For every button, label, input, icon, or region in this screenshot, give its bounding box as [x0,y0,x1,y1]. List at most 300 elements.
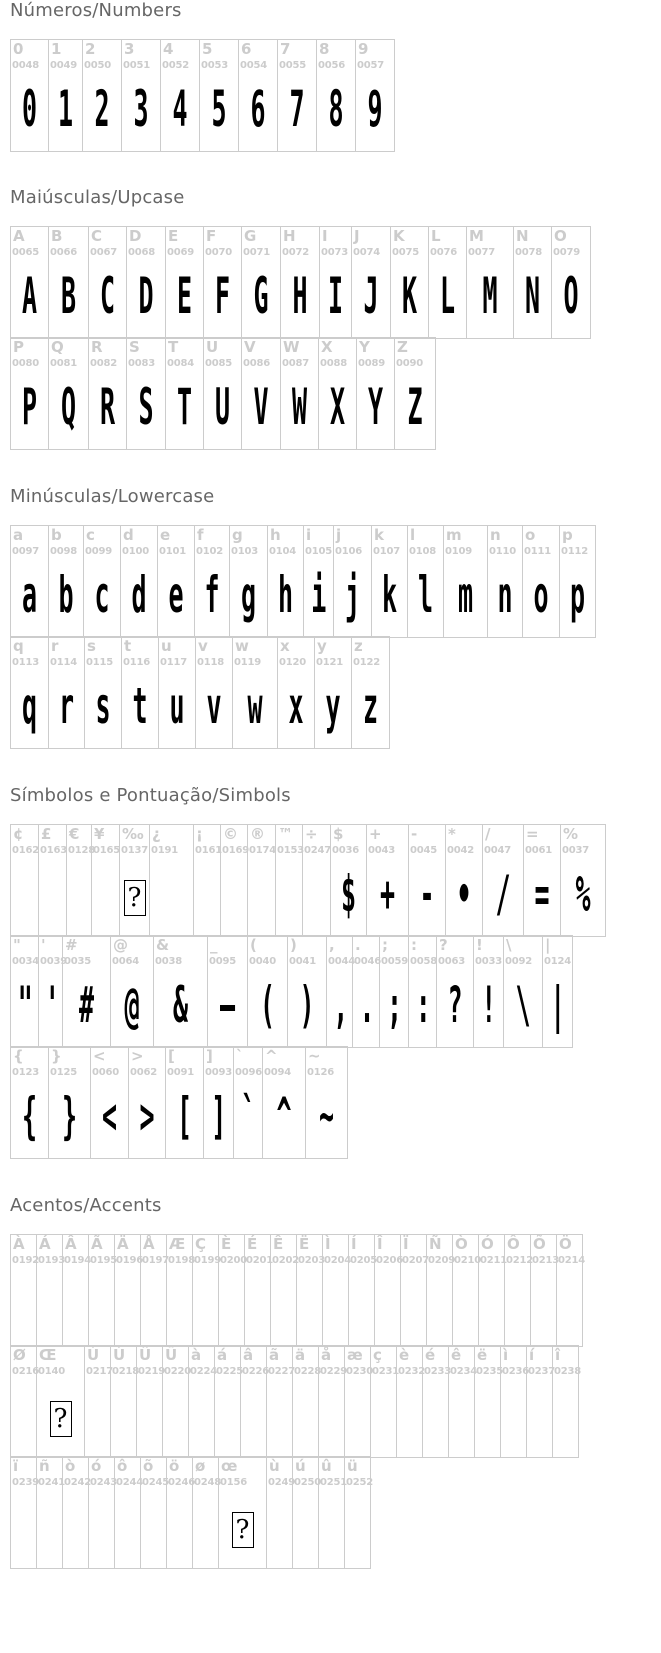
glyph-code-label: 0114 [50,657,78,668]
glyph-character-label: : [411,936,417,954]
glyph-sample: 2 [94,80,110,138]
glyph-sample: 9 [367,80,383,138]
glyph-code-label: 0217 [86,1366,114,1377]
glyph-code-label: 0250 [294,1477,322,1488]
glyph-sample: U [214,378,231,436]
glyph-character-label: 6 [241,40,252,58]
glyph-cell [111,936,154,1048]
glyph-code-label: 0035 [64,956,92,967]
glyph-code-label: 0100 [122,546,150,557]
glyph-code-label: 0225 [216,1366,244,1377]
glyph-cell [49,637,85,749]
glyph-cell [553,1346,582,1458]
glyph-cell [63,936,111,1048]
glyph-cell [423,1346,452,1458]
glyph-character-label: V [244,338,256,356]
glyph-character-label: R [91,338,103,356]
glyph-cell [154,936,208,1048]
glyph-cell [141,1457,170,1569]
glyph-character-label: ó [91,1457,102,1475]
glyph-character-label: œ [221,1457,238,1475]
glyph-cell [193,1235,222,1347]
glyph-code-label: 0140 [38,1366,66,1377]
glyph-cell [85,1346,114,1458]
glyph-character-label: E [168,227,179,245]
glyph-code-label: 0050 [84,60,112,71]
glyph-code-label: 0219 [138,1366,166,1377]
glyph-code-label: 0055 [279,60,307,71]
glyph-character-label: G [244,227,257,245]
glyph-cell [242,338,281,450]
glyph-cell [429,227,467,339]
glyph-sample: : [415,976,431,1034]
glyph-code-label: 0074 [353,247,381,258]
glyph-code-label: 0202 [272,1255,300,1266]
glyph-sample: I [327,267,344,325]
glyph-row [10,525,596,638]
glyph-cell [37,1346,85,1458]
glyph-character-label: ò [65,1457,76,1475]
glyph-code-label: 0241 [38,1477,66,1488]
glyph-code-label: 0052 [162,60,190,71]
glyph-code-label: 0252 [346,1477,374,1488]
glyph-character-label: Ë [299,1235,310,1253]
glyph-cell [39,825,67,937]
glyph-code-label: 0083 [128,358,156,369]
glyph-cell [11,825,39,937]
glyph-character-label: 7 [280,40,291,58]
glyph-code-label: 0128 [68,845,96,856]
glyph-code-label: 0072 [282,247,310,258]
glyph-character-label: À [13,1235,25,1253]
glyph-code-label: 0077 [468,247,496,258]
glyph-sample: • [456,865,472,923]
glyph-sample: ! [481,976,497,1034]
glyph-code-label: 0111 [524,546,552,557]
glyph-code-label: 0197 [142,1255,170,1266]
glyph-sample: a [21,566,38,624]
glyph-cell [49,526,84,638]
glyph-cell [204,1047,234,1159]
glyph-code-label: 0090 [396,358,424,369]
glyph-character-label: £ [41,825,52,843]
glyph-cell [561,825,606,937]
glyph-cell [319,338,357,450]
glyph-cell [527,1346,556,1458]
glyph-code-label: 0098 [50,546,78,557]
glyph-character-label: ê [451,1346,462,1364]
glyph-sample: T [176,378,193,436]
glyph-code-label: 0108 [409,546,437,557]
glyph-sample: ' [44,976,60,1034]
missing-glyph-box: ? [232,1512,254,1548]
glyph-code-label: 0207 [402,1255,430,1266]
glyph-character-label: ¿ [152,825,161,843]
glyph-code-label: 0034 [12,956,40,967]
glyph-code-label: 0065 [12,247,40,258]
glyph-cell [248,825,276,937]
glyph-cell [356,40,395,152]
glyph-code-label: 0119 [234,657,262,668]
glyph-cell [127,338,166,450]
glyph-code-label: 0053 [201,60,229,71]
glyph-code-label: 0033 [475,956,503,967]
glyph-code-label: 0123 [12,1067,40,1078]
glyph-character-label: é [425,1346,436,1364]
glyph-character-label: î [555,1346,561,1364]
glyph-sample: ? [447,976,463,1034]
glyph-character-label: P [13,338,24,356]
glyph-sample: , [333,976,349,1034]
glyph-cell [505,1235,534,1347]
glyph-cell [467,227,514,339]
glyph-character-label: € [69,825,80,843]
glyph-character-label: ~ [308,1047,321,1065]
glyph-sample: k [381,566,398,624]
glyph-character-label: ô [117,1457,128,1475]
glyph-code-label: 0121 [316,657,344,668]
glyph-code-label: 0048 [12,60,40,71]
missing-glyph-icon [37,1384,84,1446]
glyph-code-label: 0192 [12,1255,40,1266]
glyph-cell [121,526,158,638]
glyph-code-label: 0109 [445,546,473,557]
glyph-character-label: z [354,637,363,655]
glyph-character-label: A [13,227,25,245]
glyph-character-label: m [446,526,462,544]
glyph-cell [375,1235,404,1347]
glyph-row [10,935,573,1048]
glyph-code-label: 0112 [561,546,589,557]
glyph-sample: % [575,865,591,923]
glyph-sample: S [138,378,154,436]
glyph-character-label: © [223,825,238,843]
glyph-character-label: Æ [169,1235,186,1253]
glyph-code-label: 0198 [168,1255,196,1266]
glyph-cell [11,40,49,152]
glyph-character-label: M [469,227,484,245]
glyph-cell [49,227,89,339]
glyph-character-label: j [336,526,342,544]
glyph-character-label: 4 [163,40,174,58]
glyph-cell [276,825,303,937]
glyph-cell [483,825,524,937]
glyph-sample: p [569,566,586,624]
glyph-cell [89,1235,118,1347]
glyph-cell [215,1346,244,1458]
glyph-code-label: 0251 [320,1477,348,1488]
glyph-code-label: 0038 [155,956,183,967]
missing-glyph-box: ? [50,1401,72,1437]
glyph-character-label: ç [373,1346,382,1364]
glyph-code-label: 0076 [430,247,458,258]
glyph-sample: B [60,267,77,325]
glyph-sample: m [457,566,474,624]
glyph-sample: ( [259,976,276,1034]
glyph-character-label: u [161,637,172,655]
glyph-code-label: 0039 [40,956,68,967]
glyph-code-label: 0045 [410,845,438,856]
glyph-character-label: K [393,227,405,245]
glyph-character-label: á [217,1346,228,1364]
glyph-character-label: H [283,227,296,245]
glyph-character-label: * [448,825,456,843]
glyph-sample: v [206,677,222,735]
glyph-character-label: < [93,1047,106,1065]
glyph-sample: ; [387,976,403,1034]
glyph-character-label: ® [250,825,265,843]
glyph-character-label: ^ [265,1047,278,1065]
glyph-sample: # [78,976,95,1034]
glyph-code-label: 0234 [450,1366,478,1377]
glyph-character-label: ¡ [196,825,203,843]
glyph-code-label: 0091 [167,1067,195,1078]
glyph-character-label: c [86,526,95,544]
glyph-cell [204,227,242,339]
glyph-cell [241,1346,270,1458]
glyph-code-label: 0101 [159,546,187,557]
glyph-cell [552,227,591,339]
glyph-character-label: ù [269,1457,280,1475]
glyph-code-label: 0220 [164,1366,192,1377]
glyph-character-label: # [65,936,78,954]
glyph-code-label: 0115 [86,657,114,668]
glyph-sample: u [169,677,185,735]
glyph-character-label: J [354,227,360,245]
glyph-character-label: , [329,936,335,954]
glyph-cell [304,526,334,638]
glyph-character-label: % [563,825,579,843]
glyph-character-label: T [168,338,179,356]
glyph-sample: ] [211,1087,227,1145]
glyph-character-label: 2 [85,40,96,58]
glyph-sample: w [247,677,263,735]
glyph-code-label: 0036 [332,845,360,856]
glyph-cell [122,40,161,152]
glyph-sample: q [21,677,38,735]
glyph-cell [323,1235,352,1347]
glyph-row [10,1234,586,1347]
glyph-character-label: @ [113,936,128,954]
glyph-code-label: 0230 [346,1366,374,1377]
glyph-sample: / [495,865,511,923]
glyph-code-label: 0086 [243,358,271,369]
glyph-sample: C [99,267,116,325]
glyph-cell [531,1235,560,1347]
glyph-cell [189,1346,218,1458]
glyph-cell [267,1346,296,1458]
glyph-code-label: 0245 [142,1477,170,1488]
glyph-character-label: d [123,526,134,544]
glyph-cell [281,227,320,339]
glyph-code-label: 0068 [128,247,156,258]
glyph-cell [474,936,504,1048]
glyph-cell [11,1235,40,1347]
glyph-code-label: 0247 [304,845,332,856]
glyph-sample: K [401,267,418,325]
glyph-character-label: Õ [533,1235,546,1253]
glyph-sample: 6 [250,80,266,138]
glyph-code-label: 0212 [506,1255,534,1266]
glyph-character-label: + [369,825,382,843]
glyph-sample: = [534,865,550,923]
glyph-character-label: 9 [358,40,369,58]
glyph-code-label: 0097 [12,546,40,557]
glyph-cell [158,526,195,638]
glyph-sample: ~ [318,1087,335,1145]
glyph-character-label: Ì [325,1235,331,1253]
glyph-code-label: 0107 [373,546,401,557]
glyph-code-label: 0248 [194,1477,222,1488]
glyph-sample: z [362,677,379,735]
glyph-character-label: Í [351,1235,357,1253]
glyph-character-label: Û [139,1346,152,1364]
glyph-character-label: r [51,637,59,655]
glyph-cell [166,338,204,450]
glyph-cell [293,1457,322,1569]
glyph-sample: s [95,677,111,735]
glyph-sample: h [277,566,294,624]
glyph-sample: P [21,378,38,436]
glyph-sample: V [253,378,269,436]
glyph-character-label: = [526,825,539,843]
glyph-sample: 4 [172,80,188,138]
glyph-cell [89,338,127,450]
glyph-character-label: o [525,526,536,544]
glyph-code-label: 0071 [243,247,271,258]
glyph-cell [524,825,561,937]
glyph-character-label: h [270,526,281,544]
glyph-character-label: | [545,936,551,954]
glyph-code-label: 0243 [90,1477,118,1488]
glyph-sample: — [219,976,236,1034]
glyph-cell [89,1457,118,1569]
glyph-code-label: 0137 [121,845,149,856]
glyph-cell [372,526,408,638]
glyph-cell [303,825,331,937]
glyph-code-label: 0116 [123,657,151,668]
glyph-cell [195,526,230,638]
glyph-code-label: 0081 [50,358,78,369]
glyph-code-label: 0067 [90,247,118,258]
glyph-code-label: 0174 [249,845,277,856]
glyph-cell [391,227,429,339]
glyph-sample: J [363,267,379,325]
glyph-cell [268,526,304,638]
glyph-code-label: 0238 [554,1366,582,1377]
glyph-code-label: 0085 [205,358,233,369]
glyph-code-label: 0156 [220,1477,248,1488]
glyph-code-label: 0096 [235,1067,263,1078]
glyph-character-label: y [317,637,327,655]
glyph-cell [504,936,543,1048]
glyph-character-label: \ [506,936,512,954]
glyph-character-label: 0 [13,40,24,58]
section-title-lowercase: Minúsculas/Lowercase [10,486,215,507]
glyph-code-label: 0118 [197,657,225,668]
glyph-cell [230,526,268,638]
section-title-numbers: Números/Numbers [10,0,182,21]
glyph-code-label: 0073 [321,247,349,258]
glyph-code-label: 0080 [12,358,40,369]
glyph-code-label: 0191 [151,845,179,856]
glyph-code-label: 0089 [358,358,386,369]
glyph-cell [204,338,242,450]
glyph-character-label: b [51,526,62,544]
glyph-character-label: C [91,227,103,245]
glyph-code-label: 0110 [489,546,517,557]
glyph-cell [501,1346,530,1458]
glyph-code-label: 0042 [447,845,475,856]
glyph-code-label: 0169 [222,845,250,856]
glyph-character-label: 5 [202,40,213,58]
glyph-code-label: 0246 [168,1477,196,1488]
glyph-code-label: 0120 [279,657,307,668]
glyph-sample: R [99,378,116,436]
section-title-symbols: Símbolos e Pontuação/Simbols [10,785,291,806]
glyph-character-label: 8 [319,40,330,58]
glyph-code-label: 0054 [240,60,268,71]
glyph-character-label: ë [477,1346,488,1364]
glyph-character-label: ÷ [305,825,318,843]
glyph-code-label: 0047 [484,845,512,856]
glyph-code-label: 0051 [123,60,151,71]
glyph-sample: { [21,1087,38,1145]
glyph-character-label: è [399,1346,410,1364]
glyph-code-label: 0084 [167,358,195,369]
glyph-character-label: O [554,227,567,245]
glyph-code-label: 0088 [320,358,348,369]
glyph-cell [161,40,200,152]
glyph-code-label: 0070 [205,247,233,258]
glyph-sample: i [311,566,327,624]
glyph-code-label: 0099 [85,546,113,557]
glyph-cell [11,936,39,1048]
glyph-code-label: 0203 [298,1255,326,1266]
glyph-character-label: l [410,526,416,544]
glyph-character-label: Ü [165,1346,178,1364]
glyph-code-label: 0242 [64,1477,92,1488]
glyph-sample: < [101,1087,118,1145]
glyph-cell [91,1047,129,1159]
glyph-code-label: 0199 [194,1255,222,1266]
glyph-code-label: 0161 [195,845,223,856]
glyph-cell [408,526,444,638]
glyph-cell [349,1235,378,1347]
glyph-sample: & [172,976,189,1034]
glyph-character-label: Ø [13,1346,26,1364]
glyph-cell [345,1457,374,1569]
glyph-cell [475,1346,504,1458]
glyph-character-label: - [411,825,418,843]
glyph-character-label: . [355,936,361,954]
glyph-sample: O [563,267,579,325]
glyph-code-label: 0079 [553,247,581,258]
glyph-character-label: ï [13,1457,19,1475]
glyph-sample: 0 [21,80,38,138]
glyph-character-label: i [306,526,312,544]
glyph-character-label: Ó [481,1235,494,1253]
glyph-cell [83,40,122,152]
glyph-code-label: 0066 [50,247,78,258]
glyph-code-label: 0104 [269,546,297,557]
glyph-character-label: Ã [91,1235,103,1253]
glyph-sample: " [17,976,33,1034]
glyph-code-label: 0037 [562,845,590,856]
glyph-code-label: 0056 [318,60,346,71]
glyph-sample: f [204,566,220,624]
glyph-code-label: 0082 [90,358,118,369]
